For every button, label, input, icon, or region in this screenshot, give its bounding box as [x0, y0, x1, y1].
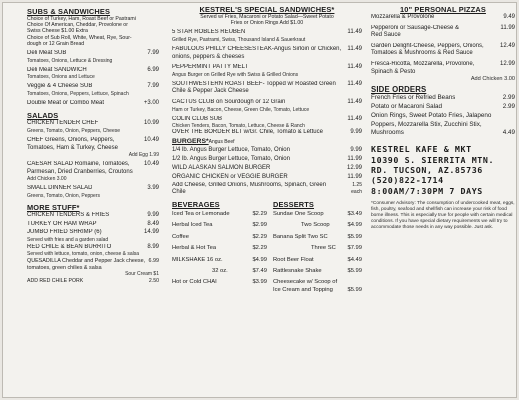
specials-intro — [172, 14, 362, 26]
item-price: 12.49 — [499, 42, 515, 49]
item-price: $7.49 — [252, 267, 267, 274]
pizza-heading: 10" PERSONAL PIZZAS — [400, 5, 486, 14]
item-name: Root Beer Float — [272, 256, 314, 263]
menu-item — [27, 50, 159, 64]
item-name: Two Scoop — [300, 222, 330, 229]
menu-item — [172, 182, 362, 197]
item-price: 7.99 — [147, 83, 159, 90]
item-name: CAESAR SALAD Romaine, Tomatoes, Parmesan, Dried Cranberries, Croutons — [27, 161, 133, 175]
item-price: 3.99 — [147, 185, 159, 192]
item-price: 10.49 — [143, 161, 159, 168]
item-desc: Tomatoes, Onions, Lettuce & Dressing — [27, 57, 113, 64]
item-name: Mozzarella & Provolone — [371, 14, 435, 20]
item-name: Onion Rings, Sweet Potato Fries, Jalapeno Poppers, Mozzarella Stix, Zucchini Stix, Mushrooms — [371, 111, 492, 137]
menu-item — [371, 25, 515, 40]
menu-item — [371, 43, 515, 58]
beverages-desserts — [172, 200, 362, 294]
menu-item — [27, 137, 159, 158]
item-price: 9.99 — [350, 129, 362, 136]
burgers-title: BURGERS* — [172, 137, 209, 145]
item-price: 11.49 — [347, 98, 362, 105]
more-stuff-heading: MORE STUFF* — [27, 202, 80, 212]
menu-item — [172, 129, 362, 137]
menu-item — [273, 266, 362, 277]
specials-intro-line: Served w/ Fries, Macaroni or Potato Salad—Sweet Potato — [200, 14, 334, 20]
menu-item — [273, 220, 362, 231]
menu-item — [371, 14, 515, 22]
menu-item — [172, 116, 362, 130]
menu-item — [27, 100, 159, 108]
item-name: COLIN CLUB SUB — [172, 115, 223, 122]
item-price: 14.99 — [143, 229, 159, 236]
item-desc: Sour Cream $1 — [125, 271, 159, 278]
menu-item — [172, 81, 362, 96]
item-desc: Served with lettuce, tomato, onion, cheese & salsa — [27, 251, 140, 258]
sides-list — [371, 94, 515, 138]
pizza-list — [371, 14, 515, 82]
item-price: 2.99 — [502, 94, 515, 102]
item-name: Pepperoni or Sausage-Cheese & Red Sauce — [371, 24, 460, 39]
item-price: 2.99 — [502, 102, 515, 110]
item-name: Cheesecake w/ Scoop of Ice Cream and Topping — [272, 279, 338, 293]
item-name: Three SC — [310, 245, 336, 252]
item-price: 11.99 — [347, 155, 362, 162]
item-name: Fresca-Ricotta, Mozzarella, Provolone, Spinach & Pesto — [371, 60, 475, 75]
menu-item — [172, 255, 267, 266]
item-desc: Add Chicken 3.00 — [470, 76, 515, 83]
specials-intro-line: Fries or Onion Rings Add $1.00 — [230, 20, 304, 27]
menu-item — [27, 67, 159, 81]
item-price: 1.25 each — [351, 181, 362, 196]
item-price: 11.49 — [347, 115, 362, 122]
menu-item — [27, 161, 159, 182]
menu-item — [172, 64, 362, 78]
item-price: 4.49 — [502, 129, 515, 137]
subs-intro-line: Choice of Sub Roll, White, Wheat, Rye, Sour- — [27, 34, 132, 41]
menu-column-right — [365, 3, 517, 398]
item-price: $4.49 — [347, 256, 362, 263]
item-price: 11.99 — [347, 173, 362, 180]
item-name: QUESADILLA Cheddar and Pepper Jack cheese, tomatoes, green chilies & salsa — [27, 258, 146, 271]
item-name: French Fries or Refried Beans — [371, 94, 456, 102]
item-name: Hot or Cold CHAI — [172, 279, 217, 286]
item-name: Banana Split Two SC — [272, 233, 328, 240]
item-price: 6.99 — [148, 258, 159, 265]
item-desc: Tomatoes, Onions and Lettuce — [27, 74, 95, 81]
item-desc: Ham or Turkey, Bacon, Cheese, Green Chile, Tomato, Lettuce — [172, 106, 310, 113]
item-price: 11.49 — [347, 29, 362, 36]
menu-item — [172, 232, 267, 243]
item-price: 11.99 — [500, 24, 515, 31]
item-name: SOUTHWESTERN ROAST BEEF- Topped w/ Roasted Green Chile & Pepper Jack Cheese — [172, 80, 336, 95]
item-name: Coffee — [172, 233, 189, 240]
item-desc: Greens, Tomato, Onion, Peppers, Cheese — [27, 127, 121, 134]
item-name: CHEF Greens, Onions, Peppers, Tomatoes, Ham & Turkey, Cheese — [27, 136, 118, 151]
item-desc: Tomatoes, Onions, Peppers, Lettuce, Spinach — [27, 90, 129, 97]
item-name: Herbal Iced Tea — [172, 222, 213, 229]
menu-item — [172, 266, 267, 277]
menu-item — [273, 209, 362, 220]
item-name: Iced Tea or Lemonade — [172, 210, 230, 217]
opening-hours: 8:00AM/7:30PM 7 DAYS — [371, 185, 483, 196]
burgers-heading — [172, 138, 362, 146]
item-name: Double Meat or Combo Meat — [27, 99, 105, 106]
menu-item — [371, 112, 515, 138]
consumer-advisory: *Consumer Advisory: The consumption of undercooked meat, eggs, fish, poultry, seafood and shellfish can increase your risk of food borne illness. This is especially true for people with certain medical conditions. If you have special dietary requirements we will try to accommodate those needs in any way possible. Just ask. — [371, 201, 515, 230]
address-line: RD. TUCSON, AZ.85736 — [371, 164, 483, 175]
item-name: PEPPERMINT PATTY MELT — [172, 64, 249, 71]
item-name: Sundae One Scoop — [272, 210, 324, 217]
item-price: 6.99 — [147, 66, 159, 73]
item-name: Veggie & 4 Cheese SUB — [27, 83, 93, 90]
item-price: 2.50 — [148, 278, 159, 285]
menu-item — [273, 232, 362, 243]
item-name: WILD ALASKAN SALMON BURGER — [172, 164, 271, 171]
item-name: ORGANIC CHICKEN or VEGGIE BURGER — [172, 173, 288, 180]
item-price: $5.99 — [347, 267, 362, 274]
menu-page — [2, 2, 517, 398]
sides-heading: SIDE ORDERS — [371, 85, 427, 95]
menu-item — [27, 221, 159, 229]
item-name: 32 oz. — [212, 267, 228, 274]
item-name: SMALL DINNER SALAD — [27, 185, 93, 192]
item-price: $2.29 — [252, 210, 267, 217]
item-name: Potato or Macaroni Salad — [371, 102, 443, 110]
specials-list — [172, 29, 362, 136]
menu-item — [27, 83, 159, 97]
subs-list — [27, 50, 159, 107]
item-name: MILKSHAKE 16 oz. — [172, 256, 223, 263]
item-name: ADD RED CHILE PORK — [27, 278, 84, 285]
item-price: 10.99 — [143, 120, 159, 127]
item-name: 1/4 lb. Angus Burger Lettuce, Tomato, Onion — [172, 146, 290, 153]
menu-item — [371, 94, 515, 103]
item-name: Garden Delight-Cheese, Peppers, Onions, Tomatoes & Mushrooms & Red Sauce — [371, 42, 484, 57]
menu-item — [172, 29, 362, 43]
menu-item — [273, 255, 362, 266]
item-price: +3.00 — [143, 99, 159, 106]
item-price: $2.29 — [252, 245, 267, 252]
item-desc: Angus Burger on Grilled Rye with Swiss & Grilled Onions — [172, 71, 299, 78]
menu-item — [371, 61, 515, 82]
item-price: $4.99 — [252, 256, 267, 263]
menu-item — [273, 277, 362, 293]
more-stuff-list — [27, 212, 159, 286]
menu-item — [27, 258, 159, 277]
item-desc: Chicken Tenders, Bacon, Tomato, Lettuce, Cheese & Ranch — [172, 123, 305, 130]
subs-intro-line: Choice Of American, Cheddar, Provolone or — [27, 22, 128, 29]
item-price: 7.99 — [147, 50, 159, 57]
item-name: OVER THE BORDER BLT w/Gr. Chile, Tomato & Lettuce — [172, 129, 323, 136]
item-price: 10.49 — [143, 136, 159, 143]
item-price: 12.99 — [499, 60, 515, 67]
item-name: Herbal & Hot Tea — [172, 245, 217, 252]
menu-item — [172, 46, 362, 61]
subs-heading: SUBS & SANDWICHES — [27, 7, 111, 16]
menu-item — [273, 243, 362, 254]
item-desc: Add Chicken 3.00 — [27, 176, 67, 183]
subs-intro — [27, 16, 159, 47]
phone-number: (520)822-1714 — [371, 175, 444, 186]
menu-item — [27, 185, 159, 199]
salads-list — [27, 120, 159, 199]
item-name: TURKEY OR HAM WRAP — [27, 220, 97, 227]
restaurant-name: KESTREL KAFE & MKT — [371, 144, 472, 155]
menu-item — [172, 146, 362, 155]
item-name: CHICKEN TENDER CHEF — [27, 120, 99, 127]
item-price: $4.99 — [347, 222, 362, 229]
menu-item — [27, 212, 159, 220]
address-line: 10390 S. SIERRITA MTN. — [371, 154, 495, 165]
item-desc: Served with fries and a garden salad — [27, 236, 109, 243]
item-name: 1/2 lb. Angus Burger Lettuce, Tomato, Onion — [172, 155, 290, 162]
menu-column-left — [3, 3, 163, 398]
item-name: 5 STAR ROBLES REUBEN — [172, 29, 246, 36]
specials-heading: KESTREL'S SPECIAL SANDWICHES* — [199, 5, 335, 14]
menu-item — [27, 278, 159, 286]
item-price: 9.99 — [147, 211, 159, 218]
item-name: FABULOUS PHILLY CHEESESTEAK-Angus Sirloin or Chicken, onions, peppers & cheeses — [172, 46, 342, 60]
restaurant-info — [371, 144, 515, 196]
beverages-heading: BEVERAGES — [172, 199, 220, 209]
menu-item — [27, 229, 159, 243]
item-price: 9.99 — [350, 146, 362, 153]
item-desc: Add Egg 1.99 — [128, 152, 159, 159]
menu-item — [172, 220, 267, 231]
item-price: 11.49 — [347, 80, 362, 87]
menu-item — [27, 120, 159, 134]
item-name: JUMBO FRIED SHRIMP (6) — [27, 229, 102, 236]
item-price: $2.29 — [252, 233, 267, 240]
menu-item — [172, 243, 267, 254]
item-name: CACTUS CLUB on Sourdough or 12 Grain — [172, 98, 286, 105]
menu-item — [172, 155, 362, 164]
item-price: 11.49 — [347, 46, 362, 52]
desserts-heading: DESSERTS — [272, 199, 315, 209]
item-desc: Grilled Rye, Pastrami, Swiss, Thousand Island & Sauerkraut — [172, 37, 306, 43]
item-price: 12.99 — [346, 164, 362, 171]
subs-intro-line: Swiss Cheese $1.00 Extra — [27, 28, 88, 35]
menu-item — [172, 209, 267, 220]
subs-intro-line: Choice of Turkey, Ham, Roast Beef or Pastrami — [27, 16, 136, 22]
item-price: $7.99 — [347, 245, 362, 252]
menu-column-center — [163, 3, 365, 398]
item-name: Deli Meat SUB — [27, 50, 67, 57]
menu-item — [172, 99, 362, 113]
salads-heading: SALADS — [27, 111, 59, 121]
beverages-section — [172, 200, 267, 294]
burgers-list — [172, 146, 362, 197]
item-name: Rattlesnake Shake — [272, 267, 322, 274]
item-name: RED CHILE & BEAN BURRITO — [27, 243, 112, 250]
item-price: $5.99 — [347, 233, 362, 240]
item-price: 8.49 — [147, 220, 159, 227]
item-price: $2.99 — [252, 222, 267, 229]
item-price: 8.99 — [147, 243, 159, 250]
item-price: 11.49 — [347, 64, 362, 71]
subs-intro-line: dough or 12 Grain Bread — [27, 40, 85, 47]
desserts-section — [273, 200, 362, 294]
item-price: $5.99 — [347, 286, 362, 293]
item-price: 9.49 — [503, 14, 515, 20]
burgers-subtitle: Angus Beef — [208, 138, 235, 145]
menu-item — [371, 103, 515, 112]
menu-item — [172, 277, 267, 288]
item-price: $3.49 — [347, 210, 362, 217]
menu-item — [27, 244, 159, 258]
menu-item — [172, 173, 362, 182]
item-name: Deli Meat SANDWICH — [27, 66, 87, 73]
item-price: $3.99 — [252, 279, 267, 286]
menu-item — [172, 164, 362, 173]
item-desc: Greens, Tomato, Onion, Peppers — [27, 192, 101, 199]
item-name: Add Cheese, Grilled Onions, Mushrooms, Spinach, Green Chile — [172, 181, 327, 196]
item-name: CHICKEN TENDERS & FRIES — [27, 211, 110, 218]
